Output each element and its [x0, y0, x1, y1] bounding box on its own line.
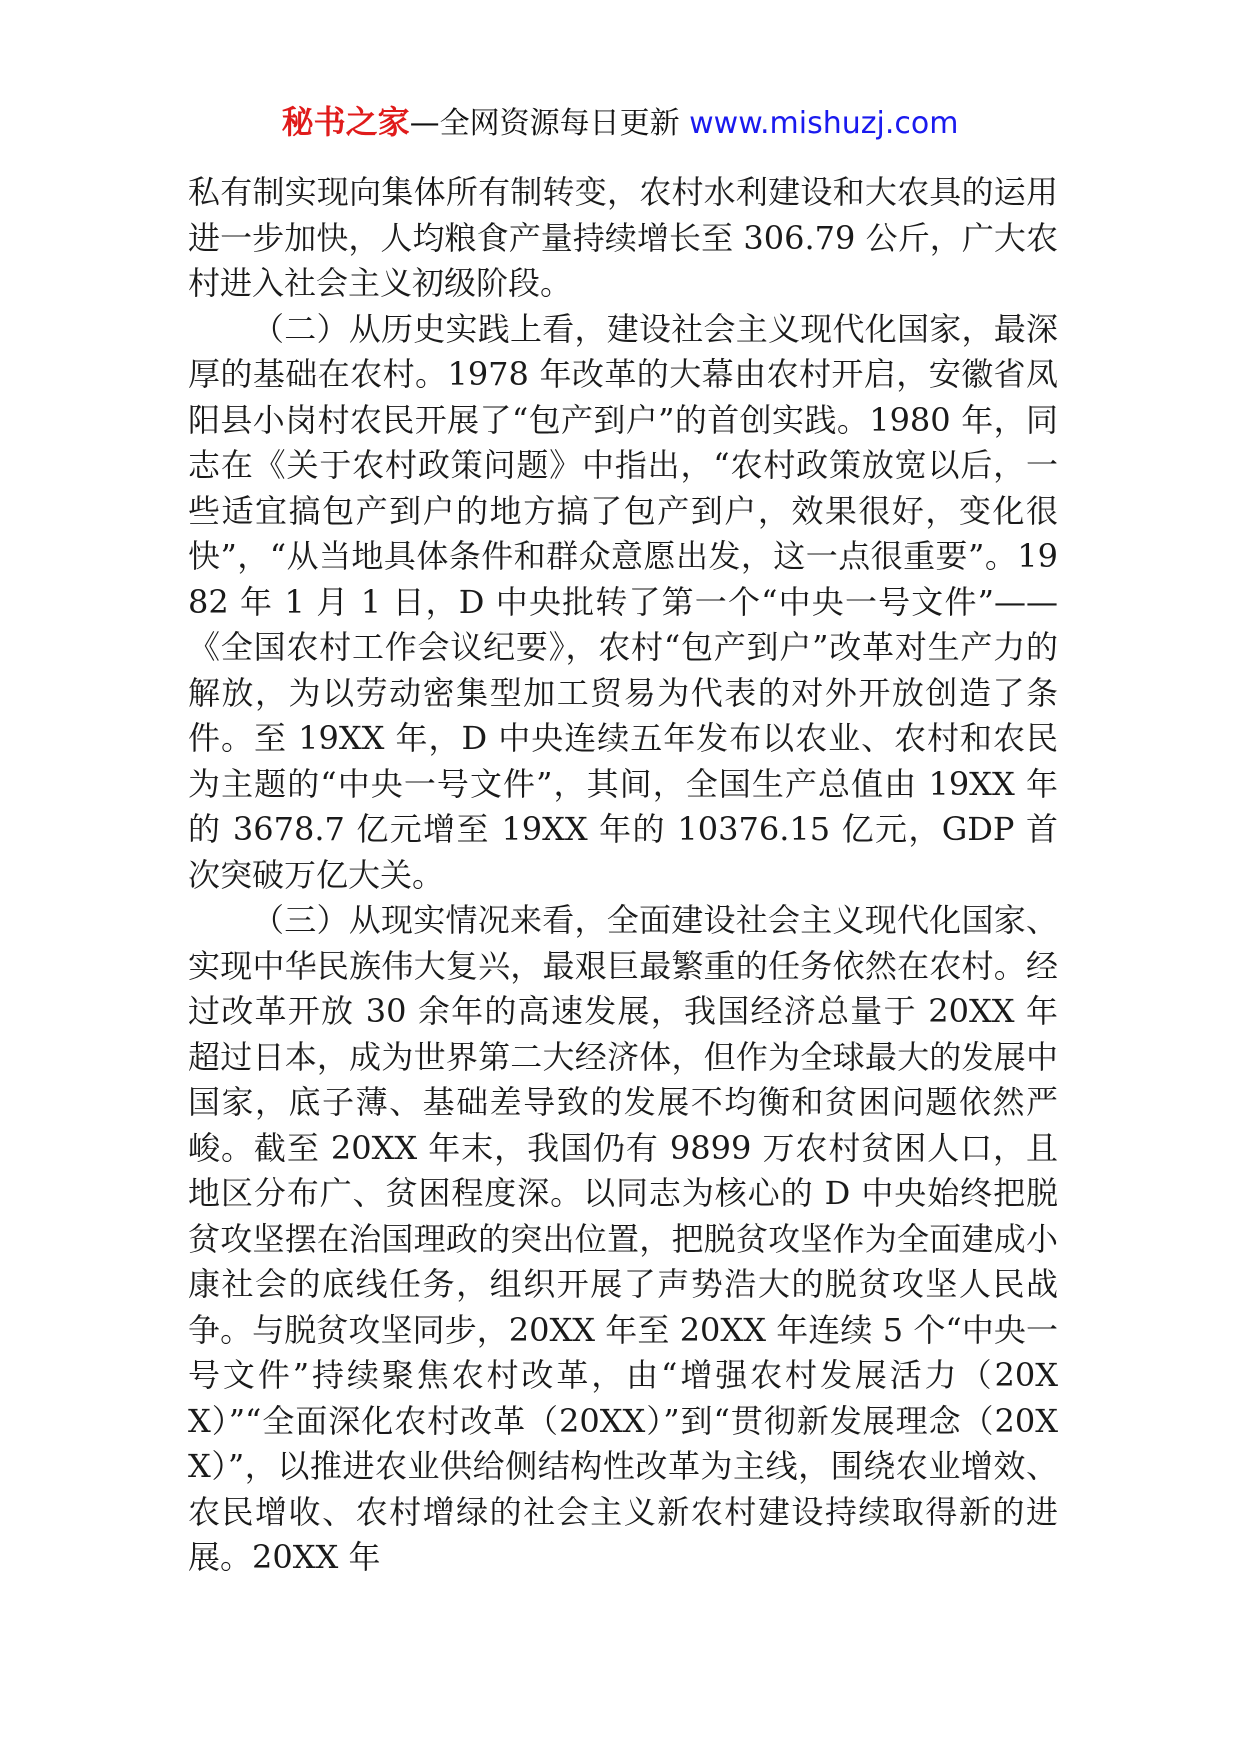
- site-header: [0, 100, 1240, 146]
- document-body: [188, 170, 1058, 1581]
- site-url-link[interactable]: www.mishuzj.com: [689, 106, 959, 141]
- header-tagline: —全网资源每日更新: [409, 106, 680, 141]
- paragraph-section-3: （三）从现实情况来看，全面建设社会主义现代化国家、实现中华民族伟大复兴，最艰巨最繁重的任务依然在农村。经过改革开放 30 余年的高速发展，我国经济总量于 20XX 年超过日本，成为世界第二大经济体，但作为全球最大的发展中国家，底子薄、基础差导致的发展不均衡和贫困问题依然严峻。截至 20XX 年末，我国仍有 9899 万农村贫困人口，且地区分布广、贫困程度深。以同志为核心的 D 中央始终把脱贫攻坚摆在治国理政的突出位置，把脱贫攻坚作为全面建成小康社会的底线任务，组织开展了声势浩大的脱贫攻坚人民战争。与脱贫攻坚同步，20XX 年至 20XX 年连续 5 个“中央一号文件”持续聚焦农村改革，由“增强农村发展活力（20XX）”“全面深化农村改革（20XX）”到“贯彻新发展理念（20XX）”，以推进农业供给侧结构性改革为主线，围绕农业增效、农民增收、农村增绿的社会主义新农村建设持续取得新的进展。20XX 年: [188, 901, 1058, 1576]
- paragraph-continued: 私有制实现向集体所有制转变，农村水利建设和大农具的运用进一步加快，人均粮食产量持续增长至 306.79 公斤，广大农村进入社会主义初级阶段。: [188, 173, 1058, 302]
- brand-name: 秘书之家: [281, 103, 410, 141]
- paragraph-section-2: （二）从历史实践上看，建设社会主义现代化国家，最深厚的基础在农村。1978 年改革的大幕由农村开启，安徽省凤阳县小岗村农民开展了“包产到户”的首创实践。1980 年，同志在《关于农村政策问题》中指出，“农村政策放宽以后，一些适宜搞包产到户的地方搞了包产到户，效果很好，变化很快”，“从当地具体条件和群众意愿出发，这一点很重要”。1982 年 1 月 1 日，D 中央批转了第一个“中央一号文件”——《全国农村工作会议纪要》，农村“包产到户”改革对生产力的解放，为以劳动密集型加工贸易为代表的对外开放创造了条件。至 19XX 年，D 中央连续五年发布以农业、农村和农民为主题的“中央一号文件”，其间，全国生产总值由 19XX 年的 3678.7 亿元增至 19XX 年的 10376.15 亿元，GDP 首次突破万亿大关。: [188, 309, 1058, 894]
